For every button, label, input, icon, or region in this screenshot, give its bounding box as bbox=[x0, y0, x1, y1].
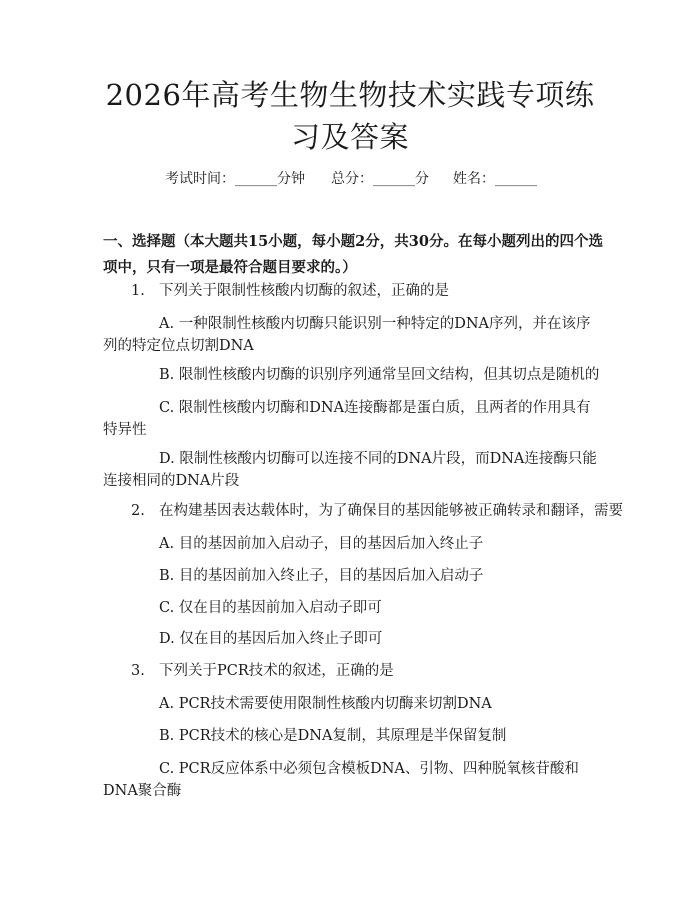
question-stem: 下列关于PCR技术的叙述，正确的是 bbox=[159, 663, 394, 679]
exam-info-bar bbox=[0, 168, 700, 190]
option-a: A. PCR技术需要使用限制性核酸内切酶来切割DNA bbox=[159, 696, 492, 712]
question-stem: 下列关于限制性核酸内切酶的叙述，正确的是 bbox=[159, 283, 449, 299]
question-stem: 在构建基因表达载体时，为了确保目的基因能够被正确转录和翻译，需要 bbox=[159, 503, 623, 519]
option-c: C. 限制性核酸内切酶和DNA连接酶都是蛋白质，且两者的作用具有特异性 bbox=[103, 400, 591, 438]
option-b: B. 目的基因前加入终止子，目的基因后加入启动子 bbox=[159, 568, 484, 584]
option-b: B. 限制性核酸内切酶的识别序列通常呈回文结构，但其切点是随机的 bbox=[159, 367, 600, 383]
option-c: C. PCR反应体系中必须包含模板DNA、引物、四种脱氧核苷酸和DNA聚合酶 bbox=[103, 761, 579, 799]
document-title: 2026年高考生物生物技术实践专项练习及答案 bbox=[105, 78, 595, 154]
option-a: A. 一种限制性核酸内切酶只能识别一种特定的DNA序列，并在该序列的特定位点切割DNA bbox=[103, 316, 591, 354]
option-b: B. PCR技术的核心是DNA复制，其原理是半保留复制 bbox=[159, 728, 507, 744]
total-score-field: 总分：______分 bbox=[331, 171, 429, 187]
section-heading: 一、选择题（本大题共15小题，每小题2分，共30分。在每小题列出的四个选项中，只有一项是最符合题目要求的。） bbox=[103, 233, 603, 276]
option-d: D. 仅在目的基因后加入终止子即可 bbox=[159, 631, 383, 647]
option-a: A. 目的基因前加入启动子，目的基因后加入终止子 bbox=[159, 536, 484, 552]
question-number: 1. bbox=[131, 283, 145, 299]
exam-time-field: 考试时间：______分钟 bbox=[165, 171, 305, 187]
student-name-field: 姓名：______ bbox=[453, 171, 537, 187]
question-number: 2. bbox=[131, 503, 145, 519]
question-number: 3. bbox=[131, 663, 145, 679]
option-d: D. 限制性核酸内切酶可以连接不同的DNA片段，而DNA连接酶只能连接相同的DNA片段 bbox=[103, 451, 597, 489]
option-c: C. 仅在目的基因前加入启动子即可 bbox=[159, 600, 382, 616]
